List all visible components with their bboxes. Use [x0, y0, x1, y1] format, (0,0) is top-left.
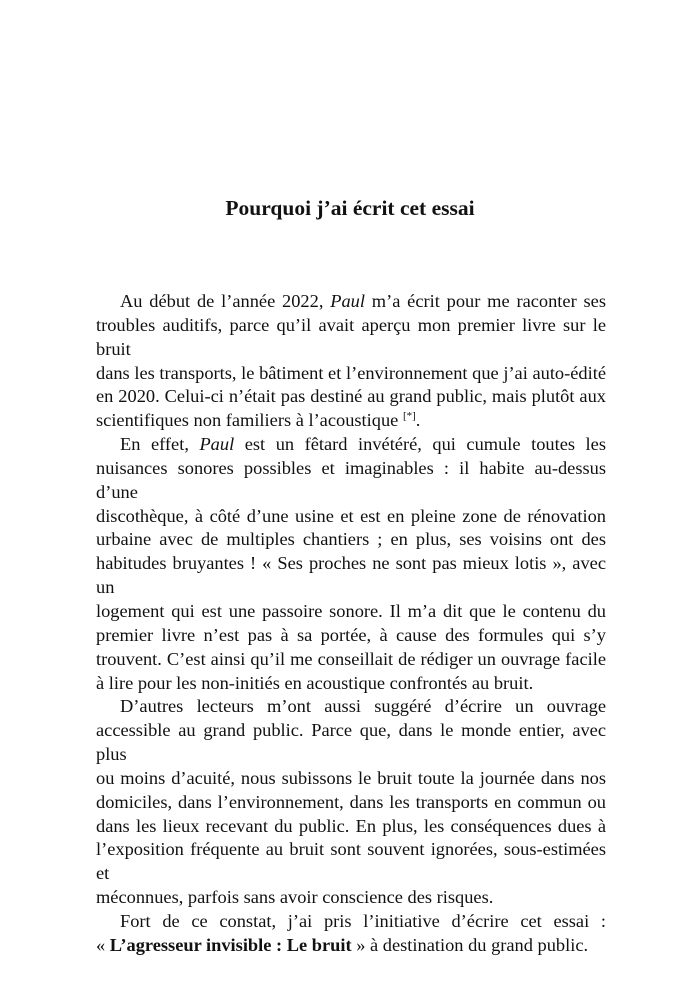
text-segment: trouvent. C’est ainsi qu’il me conseillait de rédiger un ouvrage facile	[96, 648, 606, 669]
italic-text: Paul	[199, 434, 235, 455]
text-line	[96, 719, 606, 767]
italic-text: Paul	[330, 291, 365, 311]
text-segment: .	[415, 410, 421, 431]
page-title: Pourquoi j’ai écrit cet essai	[225, 196, 475, 220]
bold-text: L’agresseur invisible : Le bruit	[109, 934, 352, 955]
text-line	[96, 815, 606, 839]
text-segment: premier livre n’est pas à sa portée, à cause des formules qui s’y	[96, 624, 606, 645]
paragraph	[96, 290, 606, 433]
text-line	[96, 695, 606, 719]
text-segment: dans les lieux recevant du public. En plus, les conséquences dues à	[96, 815, 606, 836]
text-line	[96, 838, 606, 886]
text-line	[96, 290, 606, 314]
text-line	[96, 362, 606, 386]
text-line	[96, 910, 606, 934]
text-segment: à lire pour les non-initiés en acoustique confrontés au bruit.	[96, 672, 534, 693]
text-line	[96, 433, 606, 457]
text-segment: l’exposition fréquente au bruit sont souvent ignorées, sous-estimées et	[96, 839, 606, 884]
text-segment: Fort de ce constat, j’ai pris l’initiative d’écrire cet essai :	[120, 910, 606, 931]
paragraph	[96, 695, 606, 910]
text-line	[96, 552, 606, 600]
text-line	[96, 528, 606, 552]
paragraph	[96, 433, 606, 695]
text-segment: D’autres lecteurs m’ont aussi suggéré d’écrire un ouvrage	[120, 696, 606, 717]
text-segment: » à destination du grand public.	[351, 934, 589, 955]
text-line	[96, 624, 606, 648]
text-segment: accessible au grand public. Parce que, dans le monde entier, avec plus	[96, 720, 606, 765]
text-segment: domiciles, dans l’environnement, dans les transports en commun ou	[96, 791, 606, 812]
text-line	[96, 934, 606, 958]
text-line	[96, 314, 606, 362]
text-segment: logement qui est une passoire sonore. Il m’a dit que le contenu du	[96, 600, 606, 621]
text-line	[96, 457, 606, 505]
text-line	[96, 505, 606, 529]
text-line	[96, 409, 606, 433]
text-segment: en 2020. Celui-ci n’était pas destiné au grand public, mais plutôt aux	[96, 386, 606, 407]
paragraph	[96, 910, 606, 958]
text-segment: méconnues, parfois sans avoir conscience des risques.	[96, 887, 494, 908]
text-segment: nuisances sonores possibles et imaginables : il habite au-dessus d’une	[96, 457, 606, 502]
essay-body	[96, 290, 606, 958]
text-segment: habitudes bruyantes ! « Ses proches ne sont pas mieux lotis », avec un	[96, 553, 606, 598]
text-segment: dans les transports, le bâtiment et l’environnement que j’ai auto-édité	[96, 362, 606, 383]
text-segment: Au début de l’année 2022,	[120, 291, 331, 311]
text-line	[96, 648, 606, 672]
footnote-marker: [*]	[402, 410, 416, 423]
text-segment: discothèque, à côté d’une usine et est en pleine zone de rénovation	[96, 505, 606, 526]
text-line	[96, 767, 606, 791]
text-segment: scientifiques non familiers à l’acoustique	[96, 410, 403, 431]
text-segment: est un fêtard invétéré, qui cumule toutes les	[234, 434, 606, 455]
text-line	[96, 791, 606, 815]
text-segment: En effet,	[120, 434, 200, 455]
text-line	[96, 600, 606, 624]
text-segment: urbaine avec de multiples chantiers ; en plus, ses voisins ont des	[96, 529, 606, 550]
text-line	[96, 886, 606, 910]
text-segment: troubles auditifs, parce qu’il avait aperçu mon premier livre sur le bruit	[96, 314, 606, 359]
text-segment: m’a écrit pour me raconter ses	[364, 291, 606, 311]
text-segment: ou moins d’acuité, nous subissons le bruit toute la journée dans nos	[96, 767, 606, 788]
text-segment: «	[96, 934, 110, 955]
text-line	[96, 672, 606, 696]
text-line	[96, 385, 606, 409]
